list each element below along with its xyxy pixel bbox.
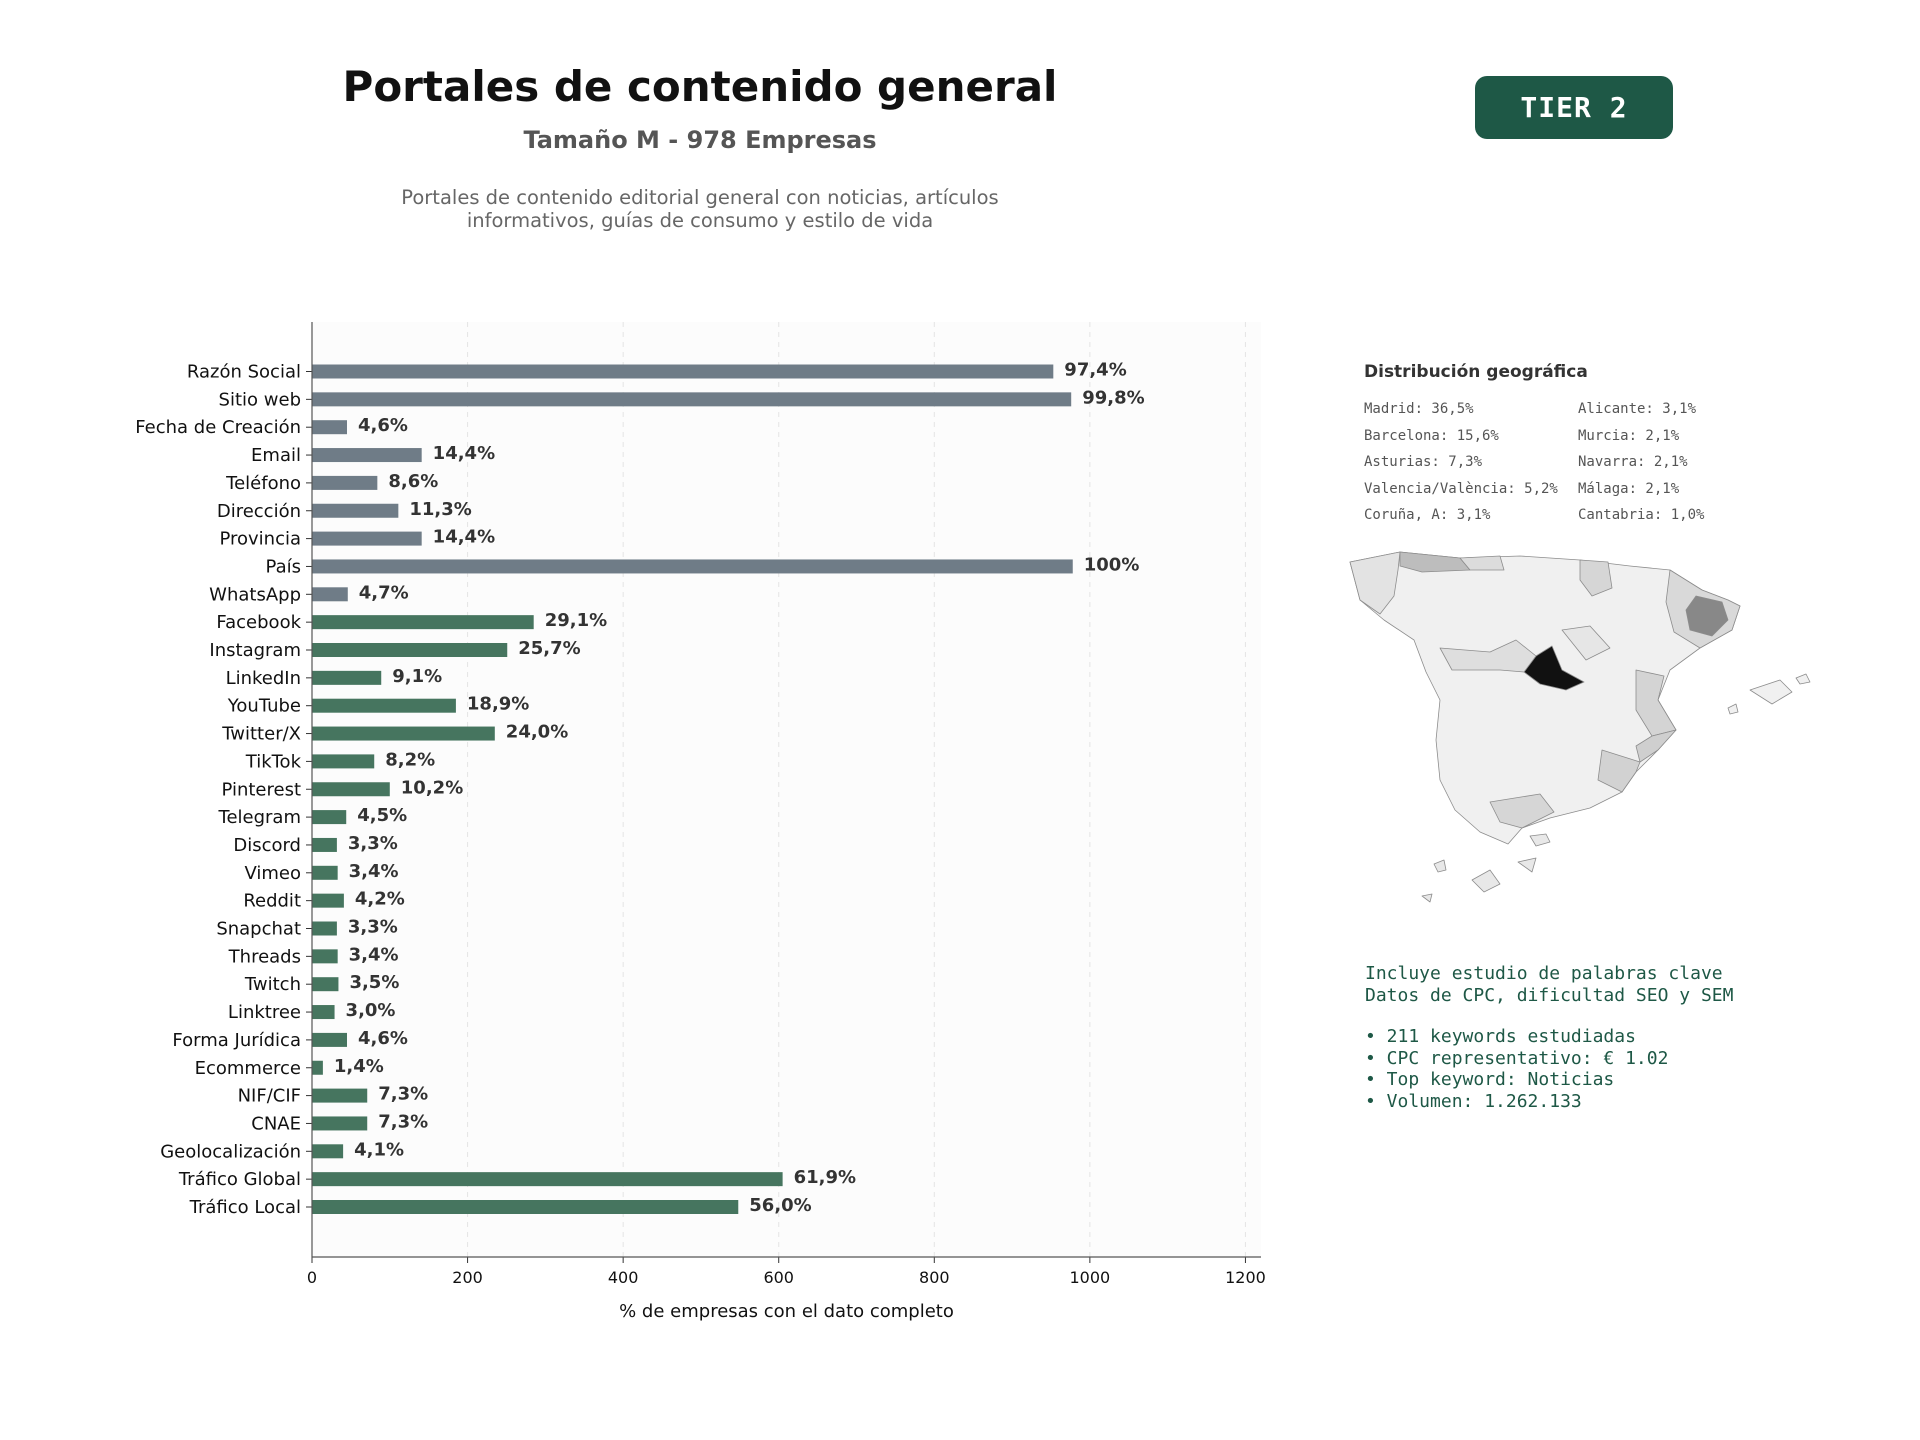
category-label: Razón Social [186, 361, 301, 383]
geo-item: Cantabria: 1,0% [1578, 507, 1705, 523]
geo-item: Madrid: 36,5% [1364, 401, 1474, 417]
data-label: 10,2% [400, 777, 464, 799]
category-label: Pinterest [221, 779, 301, 801]
bar [312, 587, 348, 601]
category-label: Twitch [244, 974, 301, 996]
data-label: 18,9% [466, 693, 530, 715]
data-label: 4,1% [354, 1139, 405, 1161]
data-label: 97,4% [1064, 359, 1127, 381]
data-label: 56,0% [749, 1195, 812, 1216]
bar [312, 727, 495, 741]
category-label: Reddit [243, 890, 301, 912]
bar [312, 1061, 323, 1075]
keywords-bullet: • 211 keywords estudiadas [1365, 1026, 1636, 1047]
bar [312, 838, 337, 852]
category-label: Teléfono [226, 472, 301, 494]
category-label: WhatsApp [209, 584, 301, 606]
bar [312, 922, 337, 936]
category-label: Linktree [227, 1002, 301, 1024]
bar [312, 365, 1053, 379]
category-label: Discord [233, 834, 301, 856]
data-label: 99,8% [1082, 387, 1145, 409]
x-tick-label: 0 [306, 1268, 318, 1287]
x-tick-label: 400 [607, 1268, 639, 1287]
category-label: Snapchat [216, 918, 301, 940]
data-label: 14,4% [432, 526, 496, 548]
bar [312, 1116, 367, 1130]
keywords-bullet: • Top keyword: Noticias [1365, 1069, 1615, 1090]
bar [312, 559, 1073, 573]
map-region-baleares [1728, 674, 1810, 714]
map-region-asturias [1400, 552, 1470, 572]
category-label: LinkedIn [225, 667, 301, 689]
category-label: Email [251, 445, 301, 467]
bar [312, 532, 422, 546]
geo-item: Málaga: 2,1% [1578, 480, 1680, 497]
keywords-bullet: • Volumen: 1.262.133 [1365, 1090, 1582, 1112]
geo-item: Murcia: 2,1% [1578, 427, 1680, 444]
bar [312, 782, 390, 796]
data-label: 29,1% [544, 610, 608, 632]
bar [312, 1172, 783, 1186]
tier-badge: TIER 2 [1475, 76, 1673, 139]
bar [312, 504, 398, 518]
category-label: NIF/CIF [237, 1085, 301, 1107]
bar [312, 643, 507, 657]
data-label: 3,0% [345, 1000, 396, 1022]
bar [312, 699, 456, 713]
data-label: 14,4% [432, 443, 496, 465]
bar [312, 476, 377, 490]
x-tick-label: 1000 [1069, 1268, 1111, 1287]
bar [312, 949, 338, 963]
bar [312, 615, 534, 629]
geo-distribution-list [1364, 400, 1744, 524]
category-label: Fecha de Creación [135, 417, 301, 439]
bar [312, 671, 381, 685]
data-label: 8,6% [388, 470, 439, 492]
bar [312, 810, 346, 824]
data-label: 61,9% [793, 1167, 857, 1189]
data-label: 9,1% [392, 665, 443, 687]
spain-choropleth-map [1340, 540, 1860, 920]
geo-item: Navarra: 2,1% [1578, 454, 1688, 470]
x-tick-label: 800 [919, 1268, 950, 1287]
description-line: Portales de contenido editorial general con noticias, artículos [401, 186, 999, 209]
keywords-line: Incluye estudio de palabras clave [1365, 963, 1723, 984]
category-label: Sitio web [218, 389, 301, 411]
bar [312, 1005, 335, 1019]
keywords-bullet: • CPC representativo: € 1.02 [1365, 1047, 1669, 1069]
category-label: Forma Jurídica [172, 1029, 301, 1051]
x-axis-label: % de empresas con el dato completo [619, 1301, 954, 1322]
x-tick-label: 600 [763, 1268, 794, 1287]
data-label: 4,6% [358, 1027, 408, 1049]
data-label: 1,4% [333, 1055, 384, 1077]
category-label: Geolocalización [160, 1141, 301, 1163]
geo-item: Valencia/València: 5,2% [1364, 480, 1558, 497]
geo-item: Coruña, A: 3,1% [1364, 507, 1491, 523]
bar [312, 866, 338, 880]
data-label: 3,5% [349, 972, 400, 994]
data-label: 25,7% [518, 638, 581, 659]
bar [312, 448, 422, 462]
map-region-canarias [1422, 834, 1550, 902]
page-subtitle: Tamaño M - 978 Empresas [523, 126, 877, 154]
keywords-line: Datos de CPC, dificultad SEO y SEM [1365, 984, 1734, 1006]
category-label: Telegram [218, 807, 301, 829]
category-label: CNAE [251, 1113, 301, 1135]
data-label: 100% [1083, 554, 1140, 576]
data-label: 3,4% [348, 860, 399, 882]
category-label: Provincia [219, 528, 301, 550]
geo-item: Barcelona: 15,6% [1364, 427, 1499, 444]
category-label: Vimeo [244, 862, 301, 884]
category-label: YouTube [227, 695, 301, 717]
category-label: Facebook [216, 612, 301, 634]
geo-item: Asturias: 7,3% [1364, 454, 1483, 470]
data-label: 8,2% [385, 749, 436, 771]
bar [312, 392, 1071, 406]
data-label: 3,4% [348, 944, 399, 966]
category-label: TikTok [245, 751, 301, 773]
bar [312, 1089, 367, 1103]
category-label: Dirección [216, 500, 301, 522]
geo-distribution-title: Distribución geográfica [1364, 362, 1588, 382]
data-label: 4,7% [358, 582, 409, 604]
bar [312, 1200, 738, 1214]
geo-item: Alicante: 3,1% [1578, 401, 1697, 417]
data-label: 24,0% [505, 721, 569, 743]
category-label: Threads [228, 946, 301, 968]
data-label: 3,3% [347, 832, 398, 854]
page-title: Portales de contenido general [342, 62, 1058, 111]
data-label: 3,3% [347, 916, 398, 938]
spacer [1365, 1006, 1805, 1026]
category-label: Twitter/X [222, 723, 301, 745]
bar [312, 894, 344, 908]
category-label: Tráfico Local [189, 1197, 301, 1218]
data-label: 4,5% [357, 805, 408, 827]
x-tick-label: 1200 [1225, 1268, 1266, 1287]
data-label: 11,3% [409, 498, 472, 520]
bar [312, 977, 338, 991]
data-label: 7,3% [378, 1111, 429, 1133]
bar [312, 1033, 347, 1047]
category-label: País [265, 556, 301, 578]
x-tick-label: 200 [452, 1268, 483, 1287]
keywords-summary [1365, 963, 1805, 1112]
bar [312, 420, 347, 434]
data-label: 7,3% [378, 1083, 429, 1105]
category-label: Instagram [209, 640, 301, 661]
description-line: informativos, guías de consumo y estilo de vida [466, 209, 934, 232]
data-label: 4,2% [354, 888, 405, 910]
bar [312, 754, 374, 768]
bar [312, 1144, 343, 1158]
category-label: Ecommerce [194, 1057, 301, 1079]
data-label: 4,6% [358, 415, 408, 437]
category-label: Tráfico Global [178, 1169, 301, 1191]
